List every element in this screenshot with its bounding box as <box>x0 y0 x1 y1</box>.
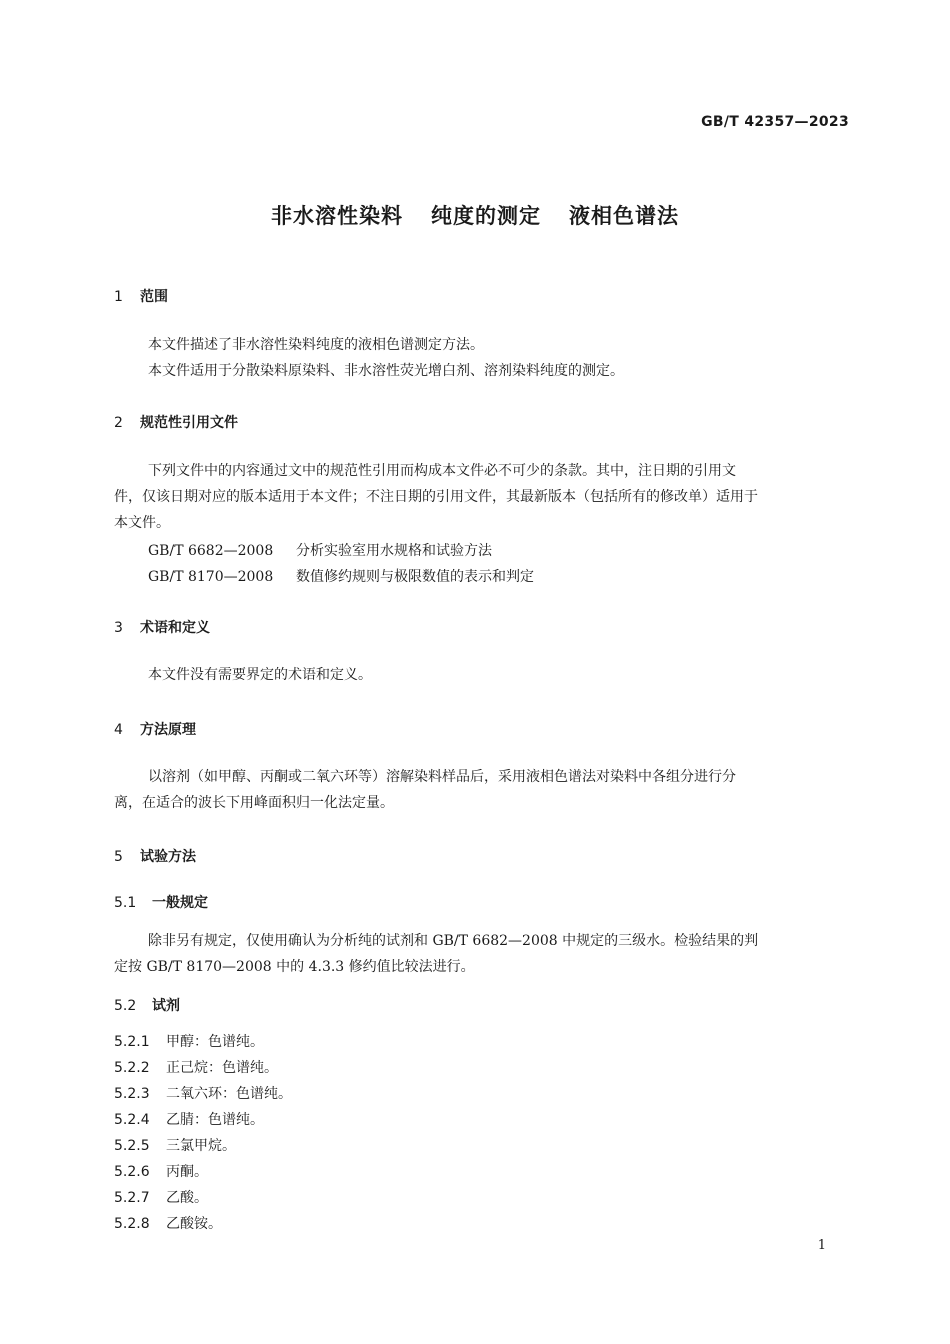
section-1-number: 1 <box>114 289 123 305</box>
reagent-text: 甲醇：色谱纯。 <box>166 1034 264 1050</box>
title-part-3: 液相色谱法 <box>569 204 679 228</box>
section-5-title: 试验方法 <box>140 849 196 865</box>
reagent-text: 乙腈：色谱纯。 <box>166 1112 264 1128</box>
reagent-number: 5.2.5 <box>114 1138 150 1154</box>
reagent-number: 5.2.4 <box>114 1112 150 1128</box>
reagent-text: 正己烷：色谱纯。 <box>166 1060 278 1076</box>
section-2-heading <box>114 412 238 432</box>
section-5-number: 5 <box>114 849 123 865</box>
section-5-2-heading <box>114 995 180 1015</box>
reference-code: GB/T 6682—2008 <box>148 543 274 559</box>
reagent-text: 二氧六环：色谱纯。 <box>166 1086 292 1102</box>
reagent-text: 丙酮。 <box>166 1164 208 1180</box>
title-part-1: 非水溶性染料 <box>271 204 403 228</box>
section-3-heading <box>114 617 210 637</box>
reagent-number: 5.2.1 <box>114 1034 150 1050</box>
normative-reference-1 <box>148 540 492 560</box>
page-number: 1 <box>817 1238 826 1253</box>
section-5-1-paragraph-line-2: 定按 GB/T 8170—2008 中的 4.3.3 修约值比较法进行。 <box>114 959 475 975</box>
section-2-title: 规范性引用文件 <box>140 415 238 431</box>
section-1-title: 范围 <box>140 289 168 305</box>
reagent-item <box>114 1187 208 1207</box>
reagent-number: 5.2.3 <box>114 1086 150 1102</box>
section-5-1-title: 一般规定 <box>152 895 208 911</box>
section-3-number: 3 <box>114 620 123 636</box>
section-3-title: 术语和定义 <box>140 620 210 636</box>
standard-number: GB/T 42357—2023 <box>701 114 849 130</box>
section-4-paragraph-line-1: 以溶剂（如甲醇、丙酮或二氧六环等）溶解染料样品后，采用液相色谱法对染料中各组分进行分 <box>148 769 736 785</box>
reagent-item <box>114 1109 264 1129</box>
reagent-number: 5.2.7 <box>114 1190 150 1206</box>
section-5-2-number: 5.2 <box>114 998 137 1014</box>
section-4-number: 4 <box>114 722 123 738</box>
section-5-1-number: 5.1 <box>114 895 137 911</box>
reagent-text: 乙酸铵。 <box>166 1216 222 1232</box>
reagent-item <box>114 1213 222 1233</box>
reagent-item <box>114 1083 292 1103</box>
reagent-number: 5.2.8 <box>114 1216 150 1232</box>
title-part-2: 纯度的测定 <box>431 204 541 228</box>
reference-name: 数值修约规则与极限数值的表示和判定 <box>296 569 534 585</box>
section-5-2-title: 试剂 <box>152 998 180 1014</box>
normative-reference-2 <box>148 566 534 586</box>
section-1-heading <box>114 286 168 306</box>
reagent-number: 5.2.2 <box>114 1060 150 1076</box>
section-1-paragraph-1: 本文件描述了非水溶性染料纯度的液相色谱测定方法。 <box>148 337 484 353</box>
reagent-item <box>114 1135 236 1155</box>
section-3-paragraph-1: 本文件没有需要界定的术语和定义。 <box>148 667 372 683</box>
section-2-number: 2 <box>114 415 123 431</box>
section-5-1-paragraph-line-1: 除非另有规定，仅使用确认为分析纯的试剂和 GB/T 6682—2008 中规定的三级水。检验结果的判 <box>148 933 759 949</box>
section-4-title: 方法原理 <box>140 722 196 738</box>
reagent-item <box>114 1161 208 1181</box>
reagent-item <box>114 1057 278 1077</box>
reference-name: 分析实验室用水规格和试验方法 <box>296 543 492 559</box>
section-5-1-heading <box>114 892 208 912</box>
section-2-paragraph-line-2: 件，仅该日期对应的版本适用于本文件；不注日期的引用文件，其最新版本（包括所有的修改单）适用于 <box>114 489 758 505</box>
reference-code: GB/T 8170—2008 <box>148 569 274 585</box>
reagent-item <box>114 1031 264 1051</box>
document-title <box>0 200 950 230</box>
section-1-paragraph-2: 本文件适用于分散染料原染料、非水溶性荧光增白剂、溶剂染料纯度的测定。 <box>148 363 624 379</box>
reagent-text: 乙酸。 <box>166 1190 208 1206</box>
section-2-paragraph-line-1: 下列文件中的内容通过文中的规范性引用而构成本文件必不可少的条款。其中，注日期的引用文 <box>148 463 736 479</box>
section-5-heading <box>114 846 196 866</box>
section-4-heading <box>114 719 196 739</box>
section-2-paragraph-line-3: 本文件。 <box>114 515 170 531</box>
reagent-text: 三氯甲烷。 <box>166 1138 236 1154</box>
reagent-number: 5.2.6 <box>114 1164 150 1180</box>
section-4-paragraph-line-2: 离，在适合的波长下用峰面积归一化法定量。 <box>114 795 394 811</box>
